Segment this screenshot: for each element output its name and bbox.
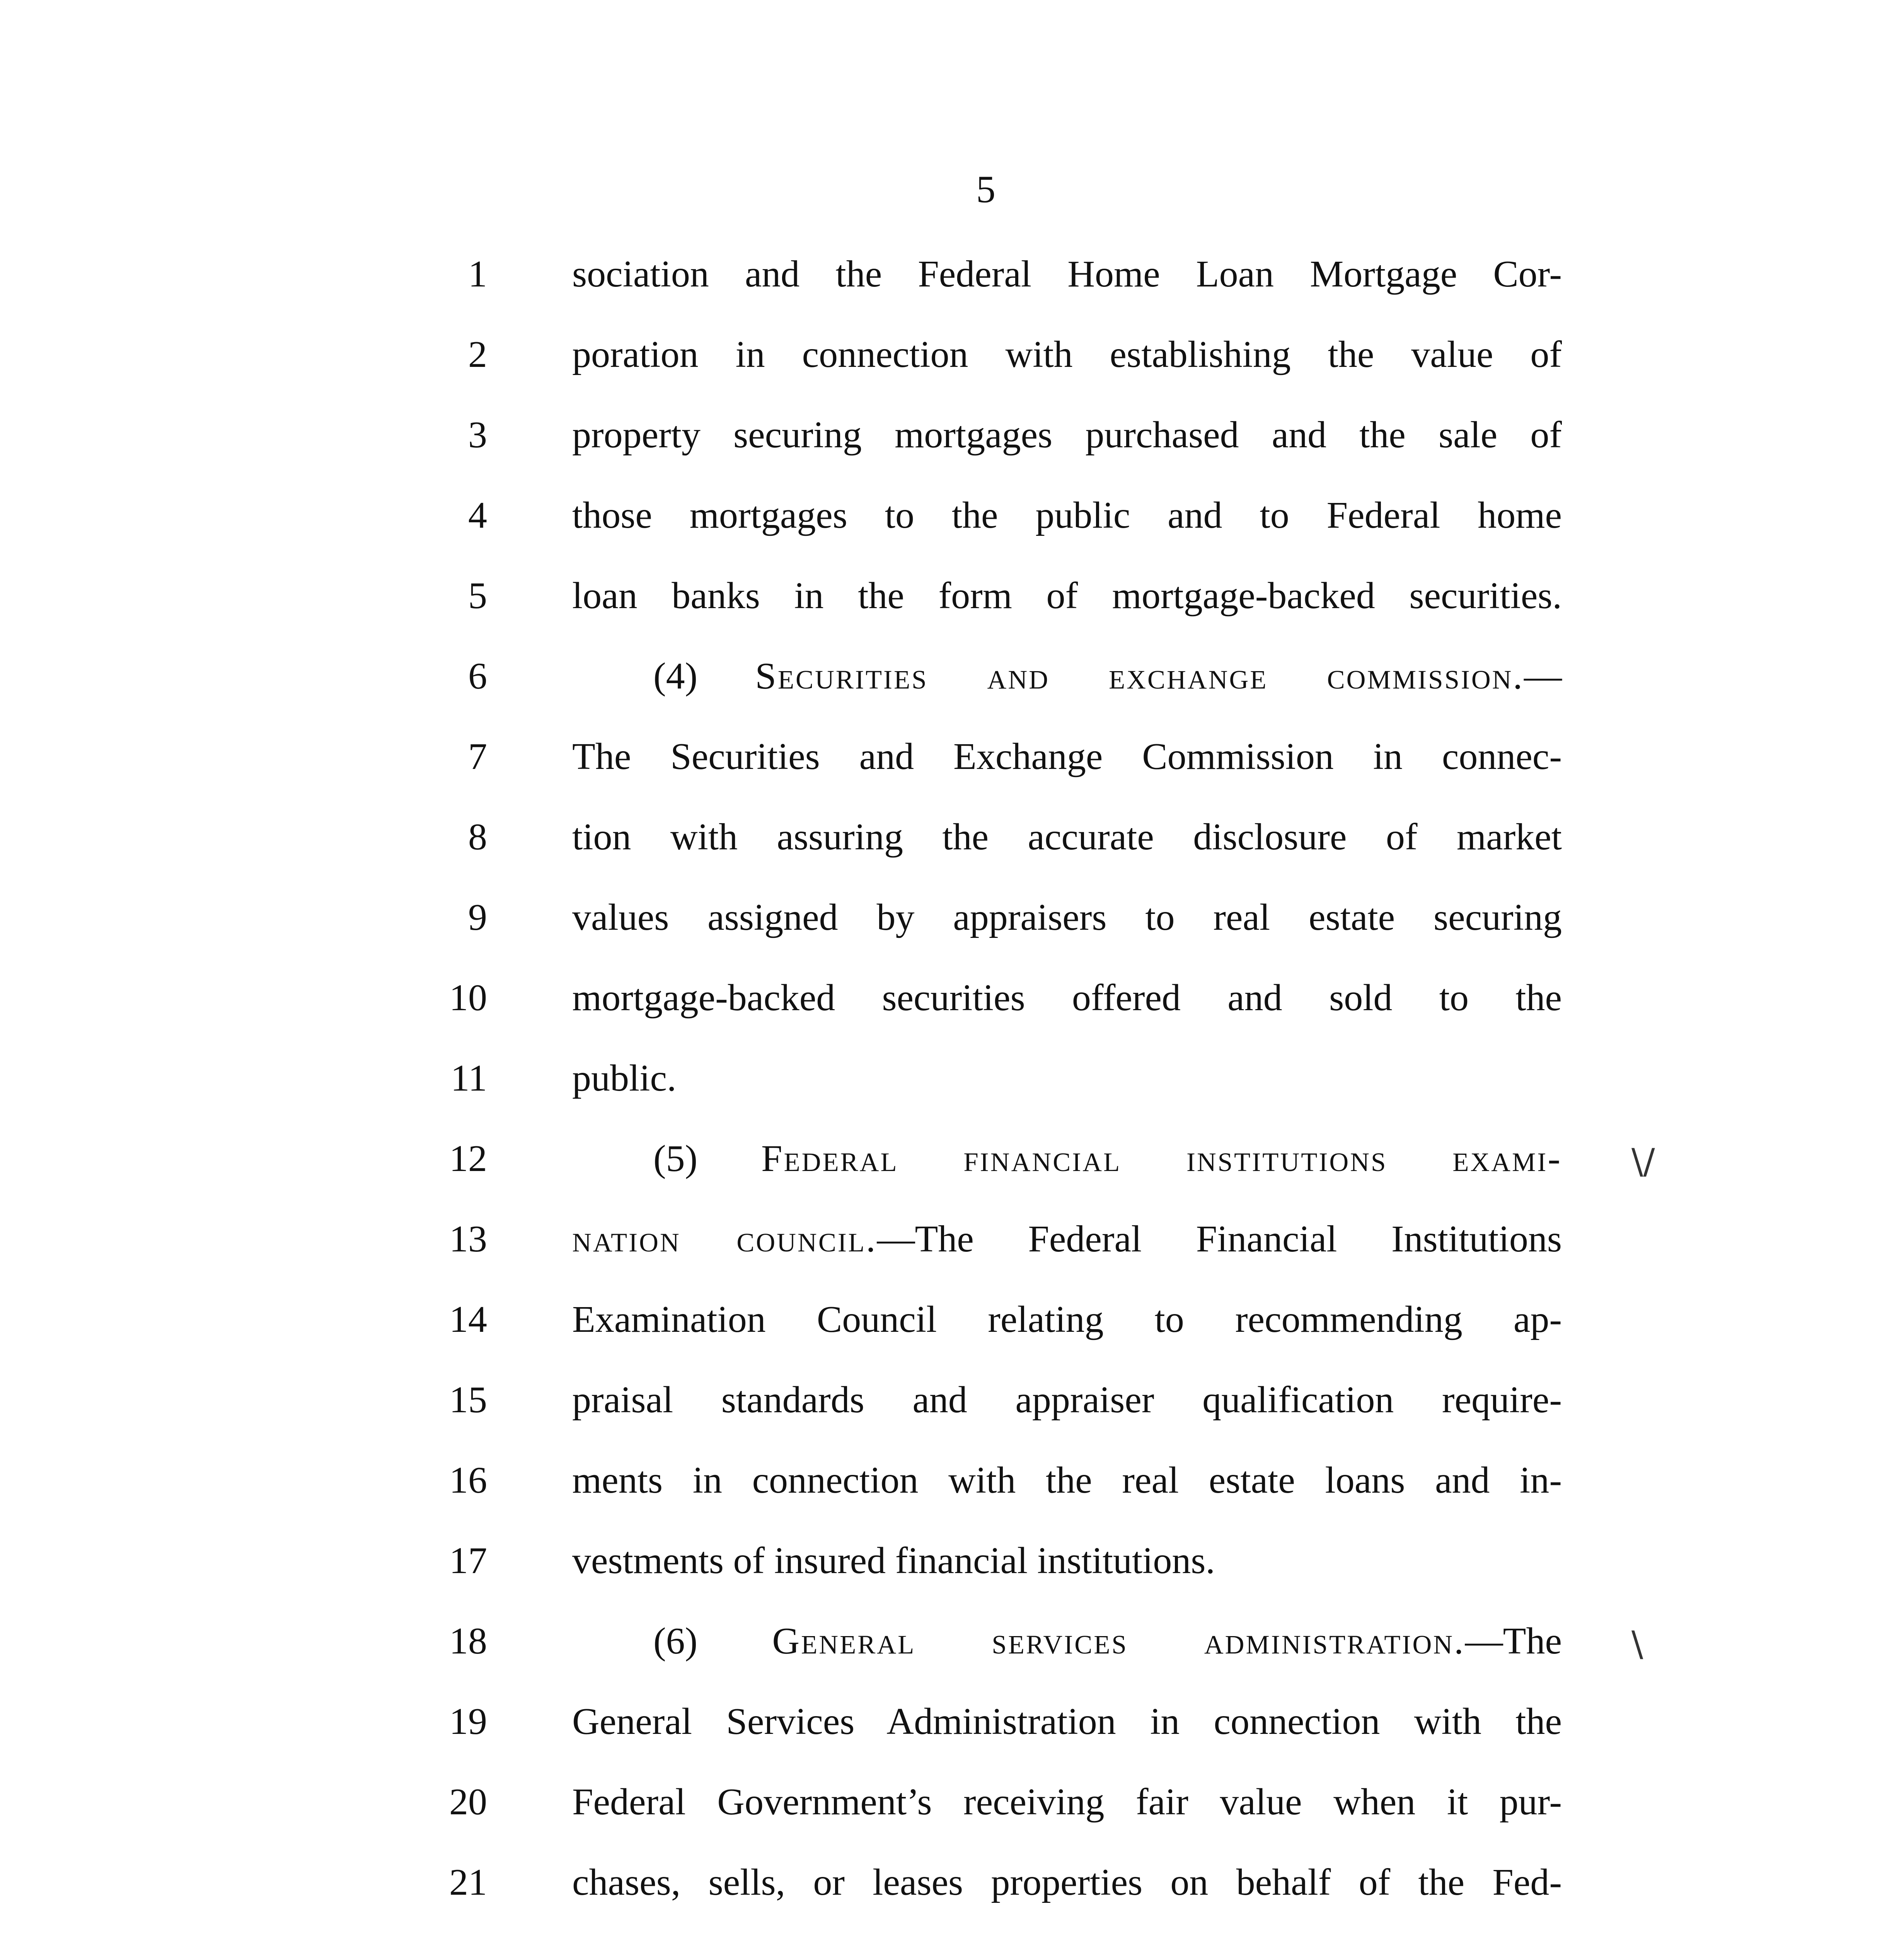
line-number: 17 (449, 1540, 487, 1582)
line-number: 15 (449, 1379, 487, 1421)
text-line: Federal Government’s receiving fair value when it pur- (572, 1781, 1562, 1823)
line-number: 6 (468, 655, 487, 697)
section-number: (6) (653, 1620, 772, 1662)
text-line: praisal standards and appraiser qualification require- (572, 1379, 1562, 1421)
line-number: 9 (468, 897, 487, 938)
section-text: —The (1465, 1620, 1562, 1662)
text-line: poration in connection with establishing the value of (572, 334, 1562, 375)
text-line: ments in connection with the real estate loans and in- (572, 1459, 1562, 1501)
section-number: (5) (653, 1138, 762, 1180)
line-number: 5 (468, 575, 487, 617)
text-line: vestments of insured financial institutions. (572, 1540, 1215, 1582)
line-number: 11 (450, 1057, 487, 1099)
line-number: 12 (449, 1138, 487, 1180)
text-line: mortgage-backed securities offered and sold to the (572, 977, 1562, 1019)
line-number: 21 (449, 1861, 487, 1903)
margin-check-mark: \ (1631, 1624, 1643, 1664)
line-number: 13 (449, 1218, 487, 1260)
line-number: 10 (449, 977, 487, 1019)
text-line: The Securities and Exchange Commission in connec- (572, 736, 1562, 777)
line-number: 16 (449, 1459, 487, 1501)
line-number: 18 (449, 1620, 487, 1662)
section-heading: Federal financial institutions exami- (761, 1138, 1562, 1180)
text-line: property securing mortgages purchased and the sale of (572, 414, 1562, 456)
section-heading-line (653, 657, 1562, 695)
text-line: General Services Administration in connection with the (572, 1701, 1562, 1742)
line-number: 4 (468, 494, 487, 536)
text-line: chases, sells, or leases properties on behalf of the Fed- (572, 1861, 1562, 1903)
line-number: 1 (468, 253, 487, 295)
page-number: 5 (976, 168, 995, 211)
text-line: values assigned by appraisers to real estate securing (572, 897, 1562, 938)
section-text: —The Federal Financial Institutions (877, 1218, 1562, 1260)
line-number: 2 (468, 334, 487, 375)
section-heading-line (653, 1140, 1562, 1178)
text-line: those mortgages to the public and to Federal home (572, 494, 1562, 536)
text-line: Examination Council relating to recommending ap- (572, 1299, 1562, 1340)
section-heading-line (653, 1622, 1562, 1660)
text-line: public. (572, 1057, 677, 1099)
text-line: loan banks in the form of mortgage-backed securities. (572, 575, 1562, 617)
line-number: 19 (449, 1701, 487, 1742)
line-number: 3 (468, 414, 487, 456)
line-number: 8 (468, 816, 487, 858)
line-number: 7 (468, 736, 487, 777)
section-heading-line (572, 1220, 1562, 1258)
section-heading-dash: — (1524, 655, 1562, 697)
section-heading: nation council. (572, 1218, 877, 1260)
text-line: tion with assuring the accurate disclosure of market (572, 816, 1562, 858)
section-heading: General services administration. (772, 1620, 1465, 1662)
section-number: (4) (653, 655, 755, 697)
margin-check-mark: \/ (1631, 1141, 1655, 1182)
text-line: sociation and the Federal Home Loan Mortgage Cor- (572, 253, 1562, 295)
line-number: 14 (449, 1299, 487, 1340)
section-heading: Securities and exchange commission. (755, 655, 1524, 697)
line-number: 20 (449, 1781, 487, 1823)
